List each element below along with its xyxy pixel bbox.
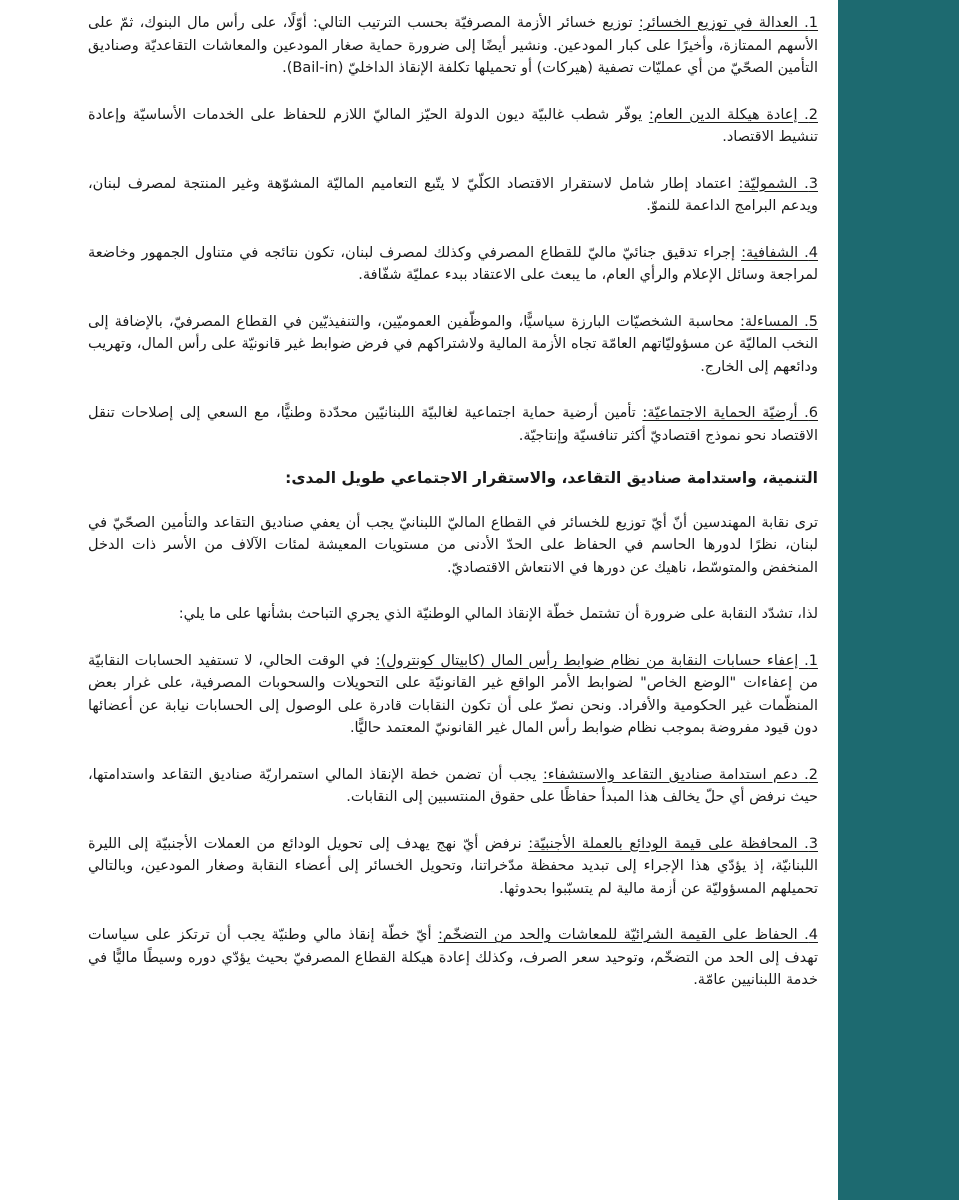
- principle-accountability: [88, 311, 818, 379]
- demand-label: 1. إعفاء حسابات النقابة من نظام ضوابط رأس المال (كابيتال كونترول):: [375, 652, 818, 669]
- intro-paragraph: ترى نقابة المهندسين أنّ أيّ توزيع للخسائر في القطاع الماليّ اللبنانيّ يجب أن يعفي صناديق التقاعد والتأمين الصحّيّ في لبنان، نظرًا لدورها الحاسم في الحفاظ على الحدّ الأدنى من مستويات المعيشة لمئات الآلاف من الأسر ذات الدخل المنخفض والمتوسّط، ناهيك عن دورها في الانتعاش الاقتصاديّ.: [88, 514, 818, 576]
- document-body: [88, 12, 818, 1016]
- principle-label: 6. أرضيّة الحماية الاجتماعيّة:: [642, 405, 818, 421]
- principle-label: 4. الشفافية:: [741, 244, 818, 261]
- principle-label: 3. الشموليّة:: [738, 175, 818, 192]
- demand-capital-control-exemption: [88, 650, 818, 740]
- demand-pension-sustainability: [88, 764, 818, 809]
- intro-paragraph: لذا، تشدّد النقابة على ضرورة أن تشتمل خطّة الإنقاذ المالي الوطنيّة الذي يجري التباحث بشأنها على ما يلي:: [178, 606, 818, 622]
- demand-foreign-currency-deposits: [88, 833, 818, 901]
- principle-label: 1. العدالة في توزيع الخسائر:: [638, 15, 819, 31]
- principle-justice: [88, 12, 818, 80]
- principle-text: اعتماد إطار شامل لاستقرار الاقتصاد الكلّيّ لا يتّبع التعاميم الماليّة المشوّهة وغير المنتجة لمصرف لبنان، ويدعم البرامج الداعمة للنموّ.: [88, 175, 818, 214]
- demand-text: أيّ خطّة إنقاذ مالي وطنيّة يجب أن ترتكز على سياسات تهدف إلى الحد من التضخّم، وتوحيد سعر الصرف، وكذلك إعادة هيكلة القطاع المصرفيّ بحيث يؤدّي دوره وسيطًا ماليًّا في خدمة اللبنانيين عامّة.: [88, 927, 818, 988]
- demand-text: في الوقت الحالي، لا تستفيد الحسابات النقابيّة من إعفاءات "الوضع الخاص" لضوابط الأمر الواقع غير القانونيّة على التحويلات والسحوبات المصرفية، على غرار بعض المنظّمات غير الحكومية والأفراد. ونحن نصرّ على أن تكون النقابات قادرة على الوصول إلى الحسابات نيابة عن أعضائها دون قيود مفروضة بموجب نظام ضوابط رأس المال غير القانونيّ المعتمد حاليًّا.: [88, 652, 818, 736]
- principle-public-debt: [88, 104, 818, 149]
- principle-label: 2. إعادة هيكلة الدين العام:: [648, 106, 818, 123]
- demand-label: 3. المحافظة على قيمة الودائع بالعملة الأجنبيّة:: [528, 835, 818, 852]
- accent-sidebar-bar: [838, 0, 959, 1200]
- principle-comprehensiveness: [88, 173, 818, 218]
- principle-social-protection: [88, 402, 818, 447]
- principle-transparency: [88, 242, 818, 287]
- demand-label: 2. دعم استدامة صناديق التقاعد والاستشفاء:: [542, 766, 818, 783]
- principle-label: 5. المساءلة:: [739, 313, 818, 330]
- principle-text: تأمين أرضية حماية اجتماعية لغالبيّة اللبنانيّين محدّدة وطنيًّا، مع السعي إلى إصلاحات تنقل الاقتصاد نحو نموذج اقتصاديّ أكثر تنافسيّة وإنتاجيّة.: [88, 405, 818, 444]
- principle-text: يوفّر شطب غالبيّة ديون الدولة الحيّز الماليّ اللازم للحفاظ على الخدمات الأساسيّة وإعادة تنشيط الاقتصاد.: [88, 106, 818, 145]
- section-heading: التنمية، واستدامة صناديق التقاعد، والاستقرار الاجتماعي طويل المدى:: [285, 469, 818, 487]
- principle-text: توزيع خسائر الأزمة المصرفيّة بحسب الترتيب التالي: أوّلًا، على رأس مال البنوك، ثمّ على الأسهم الممتازة، وأخيرًا على كبار المودعين. ونشير أيضًا إلى ضرورة حماية صغار المودعين والمعاشات التقاعديّة وصناديق التأمين الصحّيّ من أي عمليّات تصفية (هيركات) أو تحميلها تكلفة الإنقاذ الداخليّ (Bail-in).: [88, 15, 818, 76]
- demand-text: يجب أن تضمن خطة الإنقاذ المالي استمراريّة صناديق التقاعد واستدامتها، حيث نرفض أي حلّ يخالف هذا المبدأ حفاظًا على حقوق المنتسبين إلى النقابات.: [88, 766, 818, 805]
- demand-text: نرفض أيّ نهج يهدف إلى تحويل الودائع من العملات الأجنبيّة إلى الليرة اللبنانيّة، إذ يؤدّي هذا الإجراء إلى تبديد محفظة مدّخراتنا، وتحويل الخسائر إلى أعضاء النقابة وصغار المودعين، وبالتالي تحميلهم المسؤوليّة عن أزمة مالية لم يتسبّبوا بحدوثها.: [88, 835, 818, 897]
- principle-text: إجراء تدقيق جنائيّ ماليّ للقطاع المصرفي وكذلك لمصرف لبنان، تكون نتائجه في متناول الجمهور وخاضعة لمراجعة وسائل الإعلام والرأي العام، ما يبعث على الاعتقاد ببدء عمليّة شفّافة.: [88, 244, 818, 283]
- demand-label: 4. الحفاظ على القيمة الشرائيّة للمعاشات والحد من التضخّم:: [438, 927, 818, 943]
- demand-purchasing-power: [88, 924, 818, 992]
- principle-text: محاسبة الشخصيّات البارزة سياسيًّا، والموظّفين العموميّين، والتنفيذيّين في القطاع المصرفيّ، بالإضافة إلى النخب الماليّة عن مسؤوليّاتهم العامّة تجاه الأزمة المالية ولاشتراكهم في فرض ضوابط غير قانونيّة على رأس المال، وتهريب ودائعهم إلى الخارج.: [88, 313, 818, 375]
